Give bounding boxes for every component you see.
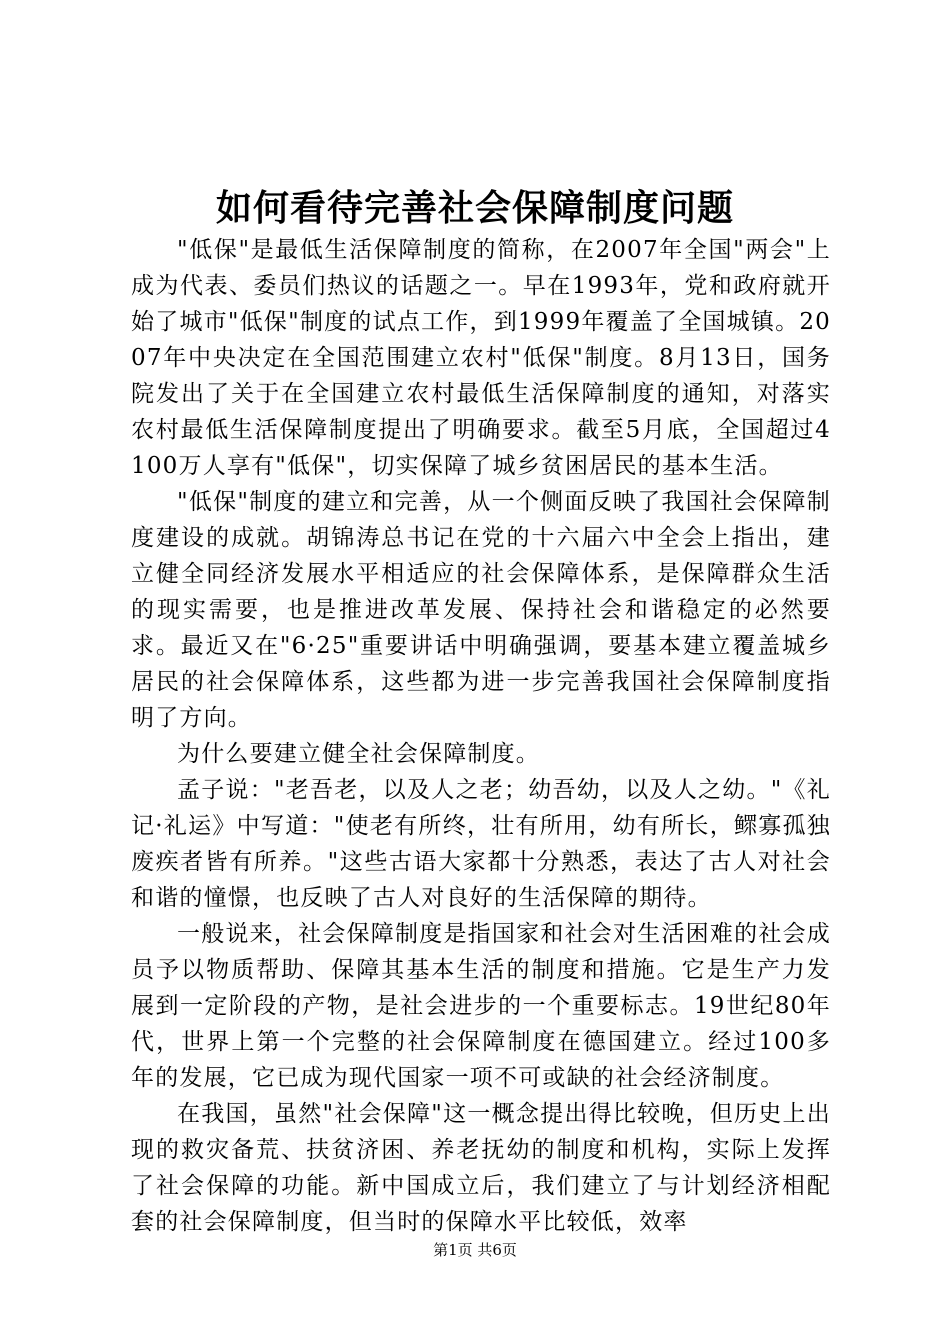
paragraph-definition: 一般说来，社会保障制度是指国家和社会对生活困难的社会成员予以物质帮助、保障其基本生活的制度和措施。它是生产力发展到一定阶段的产物，是社会进步的一个重要标志。19世纪80年代，世界上第一个完整的社会保障制度在德国建立。经过100多年的发展，它已成为现代国家一项不可或缺的社会经济制度。 [131, 921, 831, 1091]
paragraph-china-history: 在我国，虽然"社会保障"这一概念提出得比较晚，但历史上出现的救灾备荒、扶贫济困、养老抚幼的制度和机构，实际上发挥了社会保障的功能。新中国成立后，我们建立了与计划经济相配套的社会保障制度，但当时的保障水平比较低，效率 [131, 1101, 831, 1235]
document-body [131, 232, 831, 1240]
document-title: 如何看待完善社会保障制度问题 [215, 187, 734, 229]
paragraph-dibao-achievement: "低保"制度的建立和完善，从一个侧面反映了我国社会保障制度建设的成就。胡锦涛总书记在党的十六届六中全会上指出，建立健全同经济发展水平相适应的社会保障体系，是保障群众生活的现实需要，也是推进改革发展、保持社会和谐稳定的必然要求。最近又在"6·25"重要讲话中明确强调，要基本建立覆盖城乡居民的社会保障体系，这些都为进一步完善我国社会保障制度指明了方向。 [131, 489, 831, 731]
page-footer: 第1页 共6页 [433, 1241, 517, 1259]
paragraph-why-heading: 为什么要建立健全社会保障制度。 [177, 741, 540, 767]
paragraph-dibao-intro: "低保"是最低生活保障制度的简称，在2007年全国"两会"上成为代表、委员们热议的话题之一。早在1993年，党和政府就开始了城市"低保"制度的试点工作，到1999年覆盖了全国城镇。2007年中央决定在全国范围建立农村"低保"制度。8月13日，国务院发出了关于在全国建立农村最低生活保障制度的通知，对落实农村最低生活保障制度提出了明确要求。截至5月底，全国超过4100万人享有"低保"，切实保障了城乡贫困居民的基本生活。 [131, 237, 831, 479]
paragraph-mencius-quote: 孟子说："老吾老，以及人之老；幼吾幼，以及人之幼。"《礼记·礼运》中写道："使老有所终，壮有所用，幼有所长，鳏寡孤独废疾者皆有所养。"这些古语大家都十分熟悉，表达了古人对社会和谐的憧憬，也反映了古人对良好的生活保障的期待。 [131, 777, 831, 911]
